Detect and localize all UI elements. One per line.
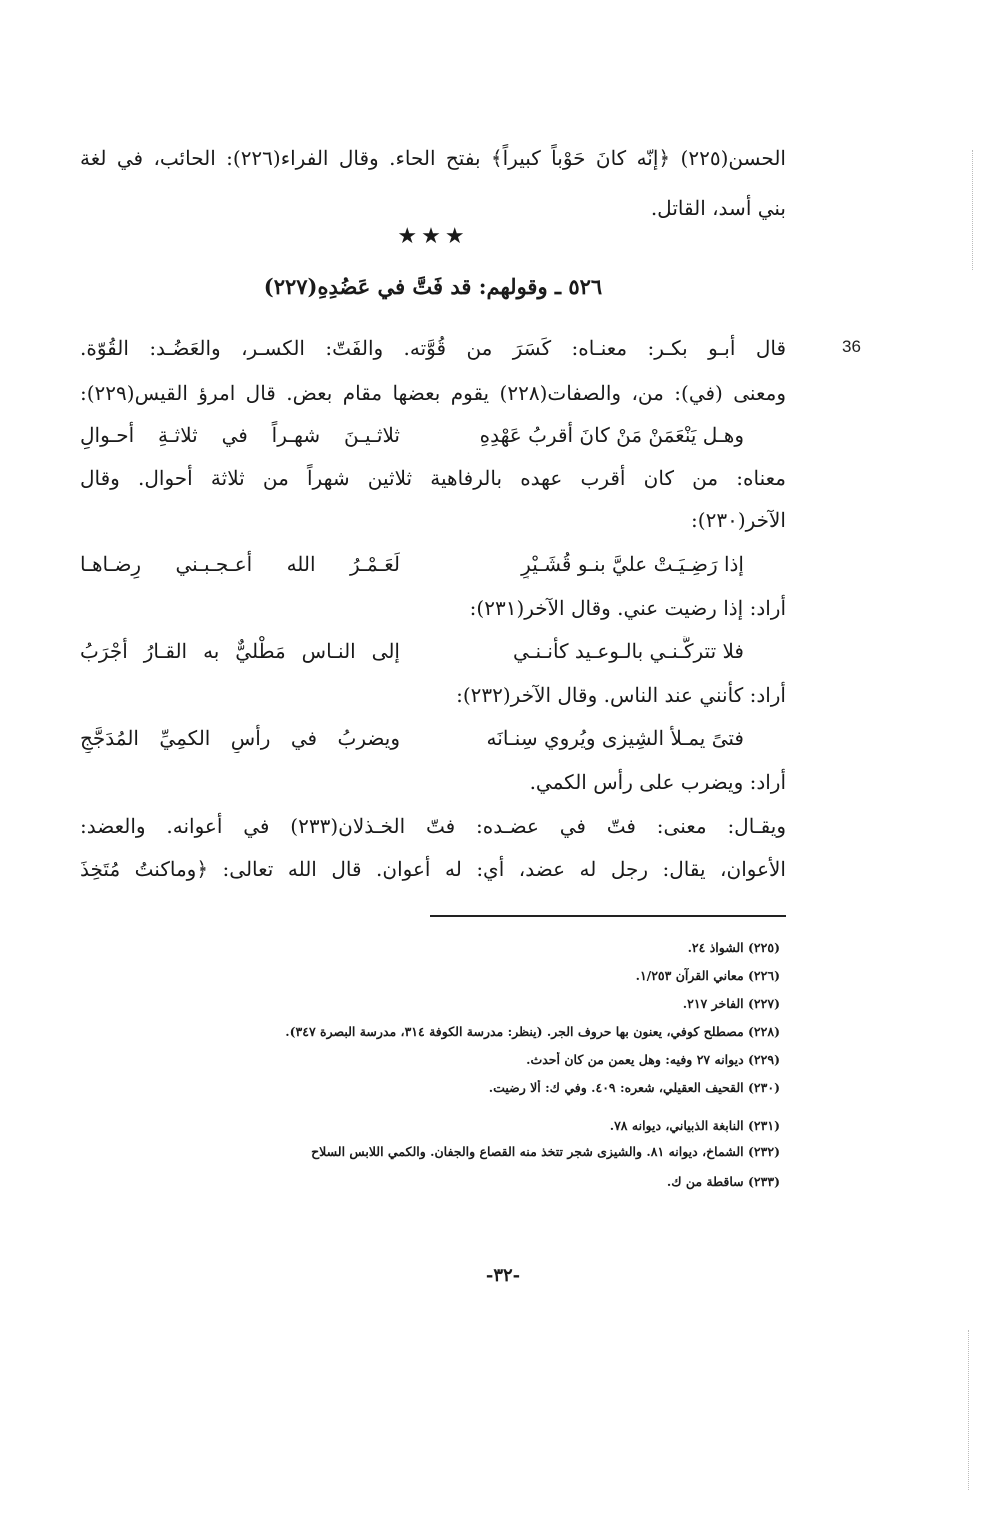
verse-hemistich: وهـل يَنْعَمَنْ مَنْ كانَ أقربُ عَهْدِهِ xyxy=(479,423,744,447)
footnote: (٢٣٣) ساقطة من ك. xyxy=(666,1174,780,1189)
verse-line xyxy=(80,723,786,753)
verse-line xyxy=(80,549,786,579)
scan-edge-mark xyxy=(968,1330,969,1490)
entry-heading: ٥٢٦ ـ وقولهم: قد فَتَّ في عَضُدِهِ(٢٢٧) xyxy=(263,274,603,299)
verse-hemistich: إلى النـاس مَطْليٌّ به القـارُ أجْرَبُ xyxy=(80,639,400,663)
footnote-separator xyxy=(430,915,786,917)
verse-line xyxy=(80,420,786,450)
footnote: (٢٣٢) الشماخ، ديوانه ٨١. والشيزى شجر تتخذ منه القصاع والجفان. والكمي اللابس السلاح xyxy=(311,1144,780,1159)
text-line: الآخر(٢٣٠): xyxy=(691,508,786,532)
footnote: (٢٣٠) القحيف العقيلي، شعره: ٤٠٩. وفي ك: ألا رضيت. xyxy=(488,1080,780,1095)
verse-hemistich: ثلاثـيـنَ شهـراً في ثلاثـةِ أحـوالِ xyxy=(80,423,400,447)
verse-line xyxy=(80,636,786,666)
text-line: الحسن(٢٢٥) ﴿إنّه كانَ حَوْباً كبيراً﴾ بفتح الحاء. وقال الفراء(٢٢٦): الحائب، في لغة xyxy=(80,146,786,170)
footnote: (٢٢٦) معاني القرآن ١/٢٥٣. xyxy=(635,968,780,983)
text-line: معناه: من كان أقرب عهده بالرفاهية ثلاثين شهراً من ثلاثة أحوال. وقال xyxy=(80,466,786,490)
footnote: (٢٢٨) مصطلح كوفي، يعنون بها حروف الجر. (ينظر: مدرسة الكوفة ٣١٤، مدرسة البصرة ٣٤٧). xyxy=(285,1024,780,1039)
footnote: (٢٢٧) الفاخر ٢١٧. xyxy=(682,996,780,1011)
text-line: أراد: ويضرب على رأس الكمي. xyxy=(529,770,786,794)
verse-hemistich: لَعَـمْـرُ الله أعـجـبـني رِضـاهـا xyxy=(80,552,400,576)
text-line: ويقـال: معنى: فتّ في عضـده: فتّ الخـذلان(٢٣٣) في أعوانه. والعضد: xyxy=(80,814,786,838)
verse-hemistich: فلا تتركَّـنـي بالـوعـيد كأنـنـي xyxy=(512,639,744,663)
verse-hemistich: إذا رَضِـيَـتْ عليَّ بنـو قُشَـيْرٍ xyxy=(521,552,744,576)
footnote: (٢٢٥) الشواذ ٢٤. xyxy=(687,940,780,955)
text-line: الأعوان، يقال: رجل له عضد، أي: له أعوان. قال الله تعالى: ﴿وماكنتُ مُتَخِذَ xyxy=(80,857,786,881)
footnote: (٢٣١) النابغة الذبياني، ديوانه ٧٨. xyxy=(609,1118,780,1133)
text-line: قال أبـو بكـر: معنـاه: كَسَرَ من قُوَّته. والفَتّ: الكسـر، والعَضُـد: القُوّة. xyxy=(80,336,786,360)
margin-page-number: 36 xyxy=(842,337,861,356)
text-line: بني أسد، القاتل. xyxy=(650,196,786,220)
verse-hemistich: ويضربُ في رأسِ الكمِيِّ المُدَجَّجِ xyxy=(80,726,400,750)
scan-edge-mark xyxy=(972,150,973,270)
text-line: أراد: كأنني عند الناس. وقال الآخر(٢٣٢): xyxy=(456,683,786,707)
verse-hemistich: فتىً يمـلأ الشِيزى ويُروي سِنـانَه xyxy=(486,726,744,750)
text-line: أراد: إذا رضيت عني. وقال الآخر(٢٣١): xyxy=(469,596,786,620)
footnote: (٢٢٩) ديوانه ٢٧ وفيه: وهل يعمن من كان أحدث. xyxy=(526,1052,780,1067)
page-folio: -٣٢- xyxy=(485,1265,521,1286)
section-separator: ★★★ xyxy=(397,224,469,249)
text-line: ومعنى (في): من، والصفات(٢٢٨) يقوم بعضها مقام بعض. قال امرؤ القيس(٢٢٩): xyxy=(80,381,786,405)
